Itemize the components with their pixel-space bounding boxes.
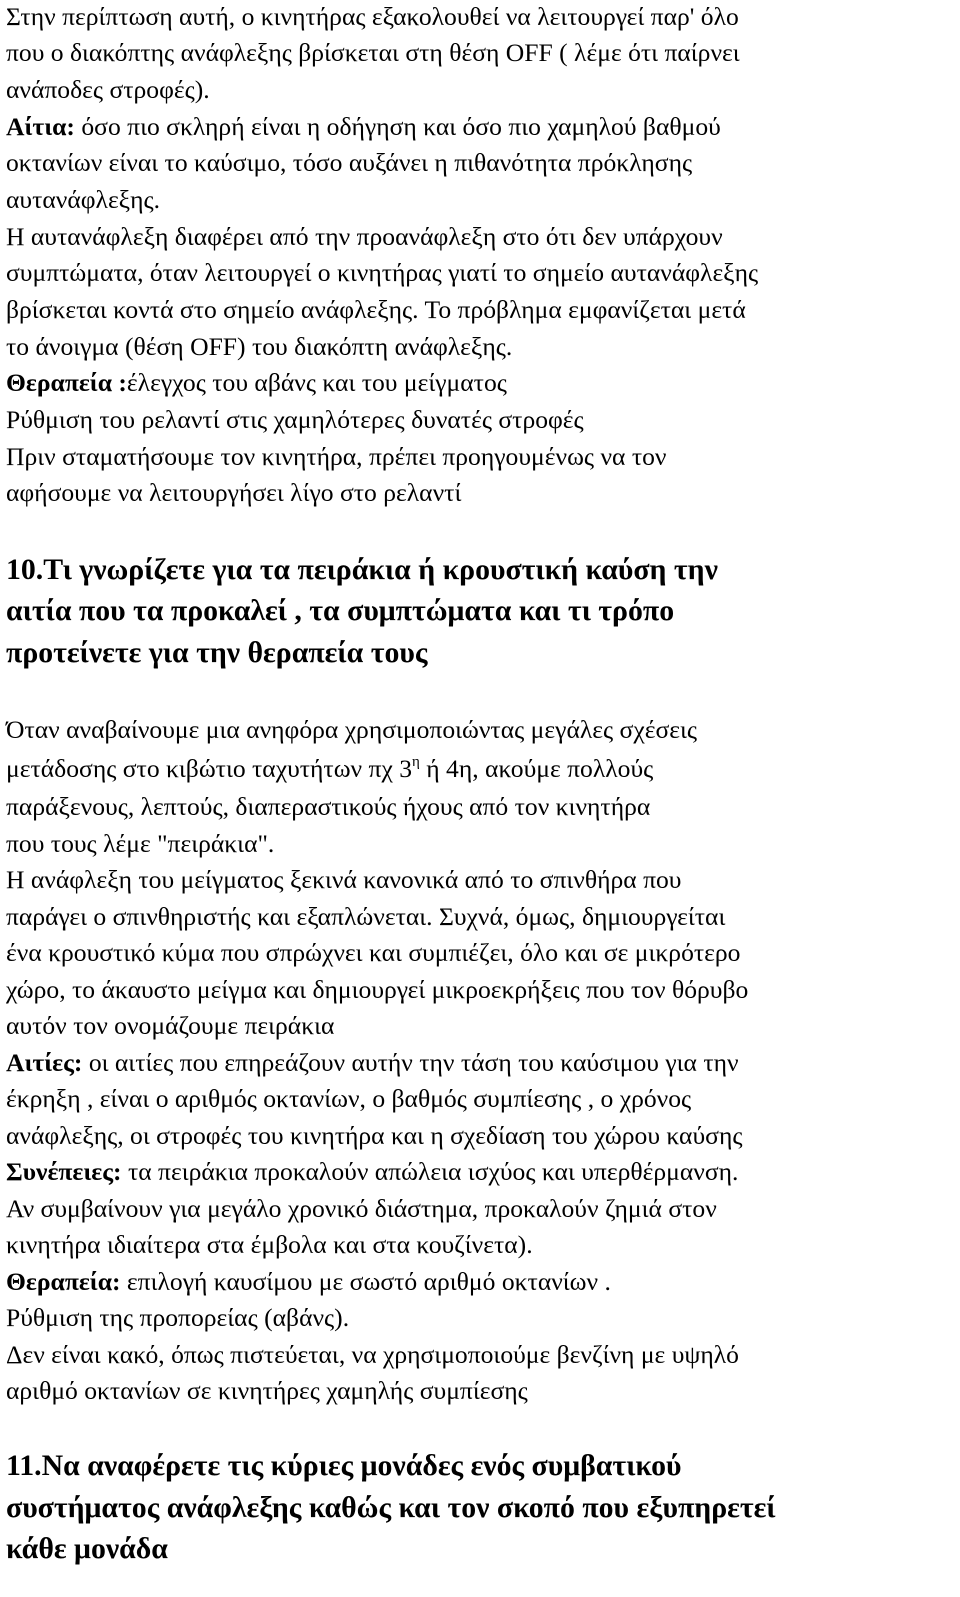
treatment-label-2: Θεραπεία: <box>6 1267 121 1296</box>
question-10-heading-line1: 10.Τι γνωρίζετε για τα πειράκια ή κρουστική καύση την <box>6 553 718 586</box>
causes-label-2: Αιτίες: <box>6 1048 83 1077</box>
question-10-heading-line2: αιτία που τα προκαλεί , τα συμπτώματα και τι τρόπο <box>6 594 675 627</box>
question-11-heading-line1: 11.Να αναφέρετε τις κύριες μονάδες ενός συμβατικού <box>6 1449 682 1482</box>
text-line: που ο διακόπτης ανάφλεξης βρίσκεται στη θέση OFF ( λέμε ότι παίρνει <box>6 38 740 67</box>
text-span: ή 4η, ακούμε πολλούς <box>419 754 654 783</box>
text-line: αυτόν τον ονομάζουμε πειράκια <box>6 1011 335 1040</box>
text-line: οκτανίων είναι το καύσιμο, τόσο αυξάνει η πιθανότητα πρόκλησης <box>6 148 693 177</box>
superscript: η <box>412 754 420 770</box>
text-line: ένα κρουστικό κύμα που σπρώχνει και συμπιέζει, όλο και σε μικρότερο <box>6 938 741 967</box>
text-line: ανάποδες στροφές). <box>6 75 210 104</box>
question-10-heading-line3: προτείνετε για την θεραπεία τους <box>6 636 428 669</box>
treatment-label: Θεραπεία : <box>6 368 127 397</box>
question-11-heading-line3: κάθε μονάδα <box>6 1532 168 1565</box>
causes-text: όσο πιο σκληρή είναι η οδήγηση και όσο πιο χαμηλού βαθμού <box>74 112 721 141</box>
text-line: κινητήρα ιδιαίτερα στα έμβολα και στα κουζίνετα). <box>6 1230 533 1259</box>
text-line: βρίσκεται κοντά στο σημείο ανάφλεξης. Το πρόβλημα εμφανίζεται μετά <box>6 295 746 324</box>
text-line: παράγει ο σπινθηριστής και εξαπλώνεται. Συχνά, όμως, δημιουργείται <box>6 902 726 931</box>
causes-text-2: οι αιτίες που επηρεάζουν αυτήν την τάση του καύσιμου για την <box>82 1048 739 1077</box>
text-line: Η αυτανάφλεξη διαφέρει από την προανάφλεξη στο ότι δεν υπάρχουν <box>6 222 723 251</box>
text-line: παράξενους, λεπτούς, διαπεραστικούς ήχους από τον κινητήρα <box>6 792 651 821</box>
text-line: συμπτώματα, όταν λειτουργεί ο κινητήρας γιατί το σημείο αυτανάφλεξης <box>6 258 759 287</box>
gear-ratio-line <box>6 756 653 782</box>
treatment-paragraph <box>6 370 507 396</box>
text-line: ανάφλεξης, οι στροφές του κινητήρα και η σχεδίαση του χώρου καύσης <box>6 1121 743 1150</box>
text-span: μετάδοσης στο κιβώτιο ταχυτήτων πχ 3 <box>6 754 413 783</box>
text-line: Ρύθμιση της προπορείας (αβάνς). <box>6 1303 350 1332</box>
text-line: Δεν είναι κακό, όπως πιστεύεται, να χρησιμοποιούμε βενζίνη με υψηλό <box>6 1340 739 1369</box>
text-line: αυτανάφλεξης. <box>6 185 161 214</box>
text-line: Η ανάφλεξη του μείγματος ξεκινά κανονικά από το σπινθήρα που <box>6 865 682 894</box>
treatment-text-2: επιλογή καυσίμου με σωστό αριθμό οκτανίων . <box>120 1267 611 1296</box>
text-line: Πριν σταματήσουμε τον κινητήρα, πρέπει προηγουμένως να τον <box>6 442 667 471</box>
text-line: έκρηξη , είναι ο αριθμός οκτανίων, ο βαθμός συμπίεσης , ο χρόνος <box>6 1084 692 1113</box>
text-line: χώρο, το άκαυστο μείγμα και δημιουργεί μικροεκρήξεις που τον θόρυβο <box>6 975 749 1004</box>
text-line: Στην περίπτωση αυτή, ο κινητήρας εξακολουθεί να λειτουργεί παρ' όλο <box>6 2 739 31</box>
text-line: το άνοιγμα (θέση OFF) του διακόπτη ανάφλεξης. <box>6 332 513 361</box>
consequences-label: Συνέπειες: <box>6 1157 122 1186</box>
treatment-paragraph-2 <box>6 1269 611 1295</box>
text-line: αφήσουμε να λειτουργήσει λίγο στο ρελαντί <box>6 478 462 507</box>
text-line: αριθμό οκτανίων σε κινητήρες χαμηλής συμπίεσης <box>6 1376 528 1405</box>
causes-paragraph <box>6 114 721 140</box>
treatment-text: έλεγχος του αβάνς και του μείγματος <box>126 368 507 397</box>
text-line: Αν συμβαίνουν για μεγάλο χρονικό διάστημα, προκαλούν ζημιά στον <box>6 1194 717 1223</box>
causes-paragraph-2 <box>6 1050 739 1076</box>
causes-label: Αίτια: <box>6 112 75 141</box>
consequences-paragraph <box>6 1159 738 1185</box>
consequences-text: τα πειράκια προκαλούν απώλεια ισχύος και υπερθέρμανση. <box>121 1157 739 1186</box>
text-line: Όταν αναβαίνουμε μια ανηφόρα χρησιμοποιώντας μεγάλες σχέσεις <box>6 715 698 744</box>
text-line: Ρύθμιση του ρελαντί στις χαμηλότερες δυνατές στροφές <box>6 405 584 434</box>
question-11-heading-line2: συστήματος ανάφλεξης καθώς και τον σκοπό που εξυπηρετεί <box>6 1491 776 1524</box>
text-line: που τους λέμε "πειράκια". <box>6 829 275 858</box>
